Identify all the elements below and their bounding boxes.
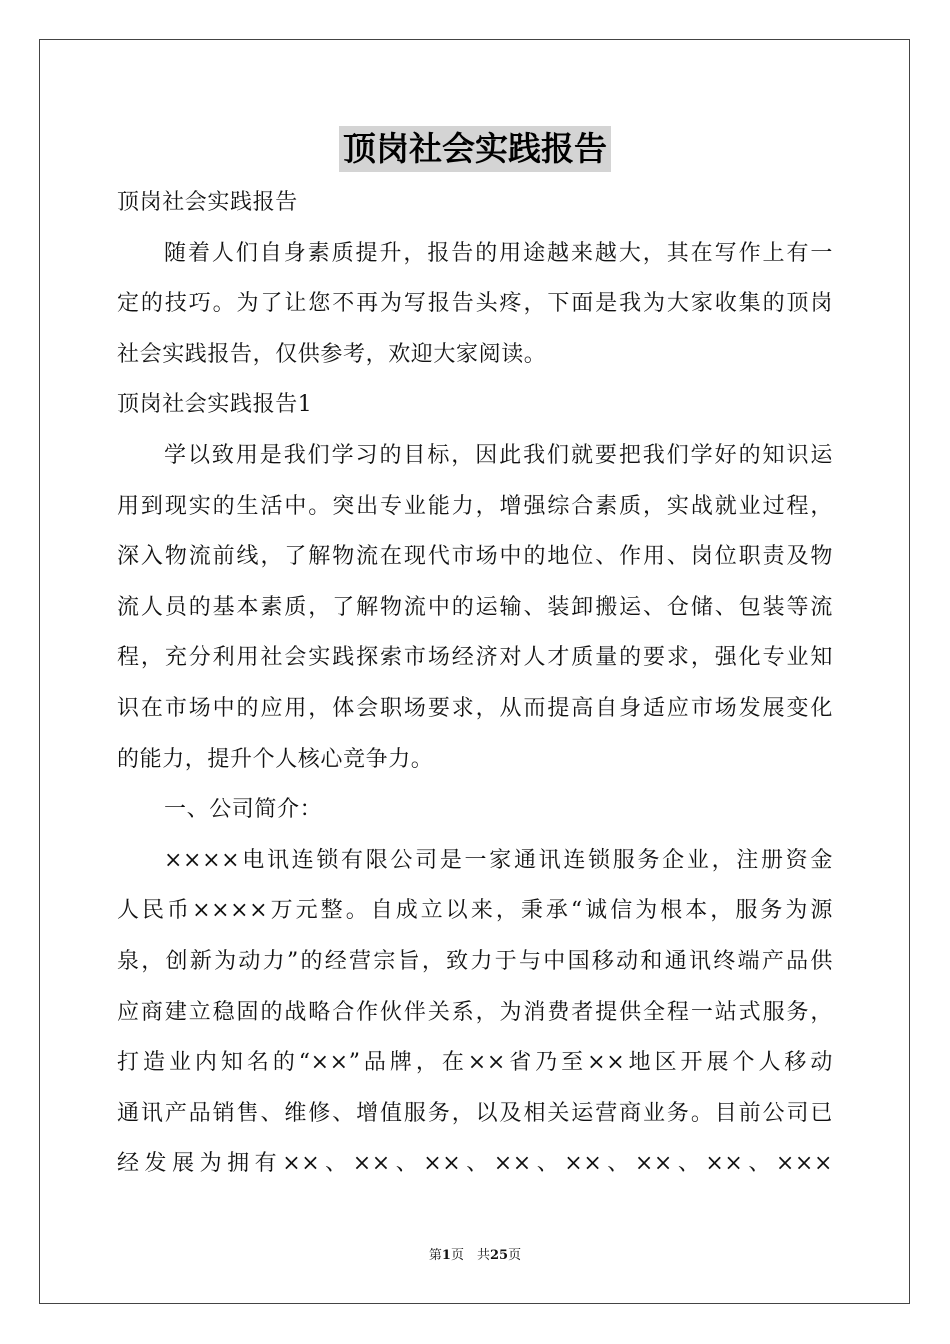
text-line: 学以致用是我们学习的目标，因此我们就要把我们学好的知识运 xyxy=(164,442,833,468)
text-line: 应商建立稳固的战略合作伙伴关系，为消费者提供全程一站式服务， xyxy=(117,999,833,1025)
document-body xyxy=(117,178,833,1190)
document-title: 顶岗社会实践报告 xyxy=(339,126,611,172)
text-line: 随着人们自身素质提升，报告的用途越来越大，其在写作上有一 xyxy=(164,240,833,266)
text-line: 顶岗社会实践报告1 xyxy=(117,392,313,418)
text-line: 程，充分利用社会实践探索市场经济对人才质量的要求，强化专业知 xyxy=(117,645,833,671)
text-line: 深入物流前线，了解物流在现代市场中的地位、作用、岗位职责及物 xyxy=(117,544,833,570)
text-line: 的能力，提升个人核心竞争力。 xyxy=(117,746,434,772)
text-line: 流人员的基本素质，了解物流中的运输、装卸搬运、仓储、包装等流 xyxy=(117,594,833,620)
footer-page-mid: 页 共 xyxy=(450,1248,490,1263)
footer-page-prefix: 第 xyxy=(428,1248,442,1263)
text-line: 打造业内知名的“××”品牌，在××省乃至××地区开展个人移动 xyxy=(117,1050,833,1076)
title-container xyxy=(0,126,950,172)
text-line: 经发展为拥有××、××、××、××、××、××、××、××× xyxy=(117,1151,833,1177)
text-line: 通讯产品销售、维修、增值服务，以及相关运营商业务。目前公司已 xyxy=(117,1100,833,1126)
text-line: ××××电讯连锁有限公司是一家通讯连锁服务企业，注册资金 xyxy=(164,847,833,873)
text-line: 定的技巧。为了让您不再为写报告头疼，下面是我为大家收集的顶岗 xyxy=(117,291,833,317)
text-line: 一、公司简介： xyxy=(164,797,323,823)
text-line: 社会实践报告，仅供参考，欢迎大家阅读。 xyxy=(117,341,547,367)
text-line: 顶岗社会实践报告 xyxy=(117,190,298,215)
footer-page-total: 25 xyxy=(489,1248,509,1263)
text-line: 泉，创新为动力”的经营宗旨，致力于与中国移动和通讯终端产品供 xyxy=(117,948,833,974)
text-line: 人民币××××万元整。自成立以来，秉承“诚信为根本，服务为源 xyxy=(117,898,833,924)
page-footer xyxy=(0,1244,950,1263)
text-line: 用到现实的生活中。突出专业能力，增强综合素质，实战就业过程， xyxy=(117,493,833,519)
footer-page-current: 1 xyxy=(441,1248,451,1263)
footer-page-suffix: 页 xyxy=(508,1248,522,1263)
text-line: 识在市场中的应用，体会职场要求，从而提高自身适应市场发展变化 xyxy=(117,695,833,721)
